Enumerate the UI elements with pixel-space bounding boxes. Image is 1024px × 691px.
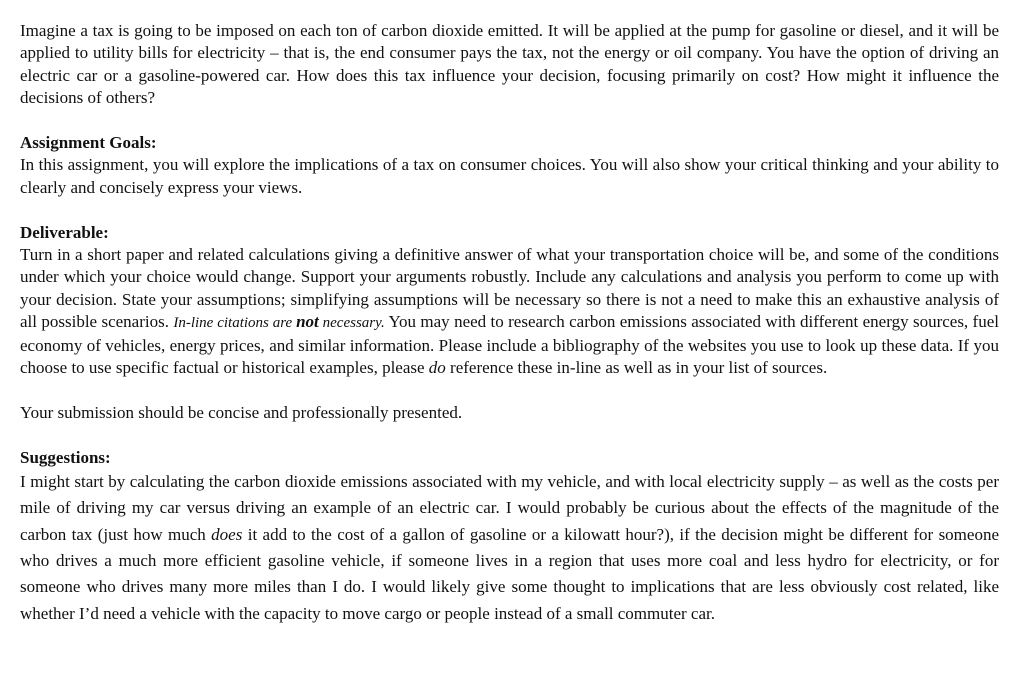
suggestions-text-part2: it add to the cost of a gallon of gasoline or a kilowatt hour?), if the decision might be different for someone who drives a much more efficient gasoline vehicle, if someone lives in a region that uses more coal and less hydro for electricity, or for someone who drives many more miles than I do. I would likely give some thought to implications that are less obviously cost related, like whether I’d need a vehicle with the capacity to move cargo or people instead of a small commuter car. <box>20 524 999 623</box>
spacer <box>20 424 999 446</box>
suggestions-text-part1: I might start by calculating the carbon dioxide emissions associated with my vehicle, and with local electricity supply – as well as the costs per mile of driving my car versus driving an example of an electric car. I would probably be curious about the effects of the magnitude of the carbon tax (just how much <box>20 472 999 544</box>
goals-heading: Assignment Goals: <box>20 133 157 153</box>
spacer <box>20 110 999 132</box>
deliverable-text-part3: reference these in-line as well as in your list of sources. <box>445 358 828 378</box>
deliverable-paragraph <box>20 244 999 379</box>
goals-paragraph: In this assignment, you will explore the implications of a tax on consumer choices. You will also show your critical thinking and your ability to clearly and concisely express your views. <box>20 155 999 197</box>
intro-paragraph: Imagine a tax is going to be imposed on each ton of carbon dioxide emitted. It will be applied at the pump for gasoline or diesel, and it will be applied to utility bills for electricity – that is, the end consumer pays the tax, not the energy or oil company. You have the option of driving an electric car or a gasoline-powered car. How does this tax influence your decision, focusing primarily on cost? How might it influence the decisions of others? <box>20 21 999 108</box>
deliverable-text-part1: Turn in a short paper and related calculations giving a definitive answer of what your transportation choice will be, and some of the conditions under which your choice would change. Support your arguments robustly. Include any calculations and analysis you perform to come up with your decision. State your assumptions; simplifying assumptions will be necessary so there is not a need to make this an exhaustive analysis of all possible scenarios. <box>20 245 999 332</box>
deliverable-heading: Deliverable: <box>20 222 109 242</box>
citation-note-not: not <box>296 312 319 332</box>
citation-note-pre: In-line citations are <box>173 315 297 332</box>
suggestions-paragraph <box>20 469 999 627</box>
suggestions-does-emphasis: does <box>211 524 243 544</box>
spacer <box>20 199 999 221</box>
submission-paragraph: Your submission should be concise and professionally presented. <box>20 402 463 422</box>
suggestions-heading: Suggestions: <box>20 447 111 467</box>
assignment-document <box>20 20 999 627</box>
citation-note-post: necessary. <box>318 315 385 332</box>
spacer <box>20 379 999 401</box>
deliverable-text-part2: You may need to research carbon emissions associated with different energy sources, fuel economy of vehicles, energy prices, and similar information. Please include a bibliography of the websites you use to look up these data. If you choose to use specific factual or historical examples, please <box>20 312 999 378</box>
deliverable-do-emphasis: do <box>428 358 446 378</box>
